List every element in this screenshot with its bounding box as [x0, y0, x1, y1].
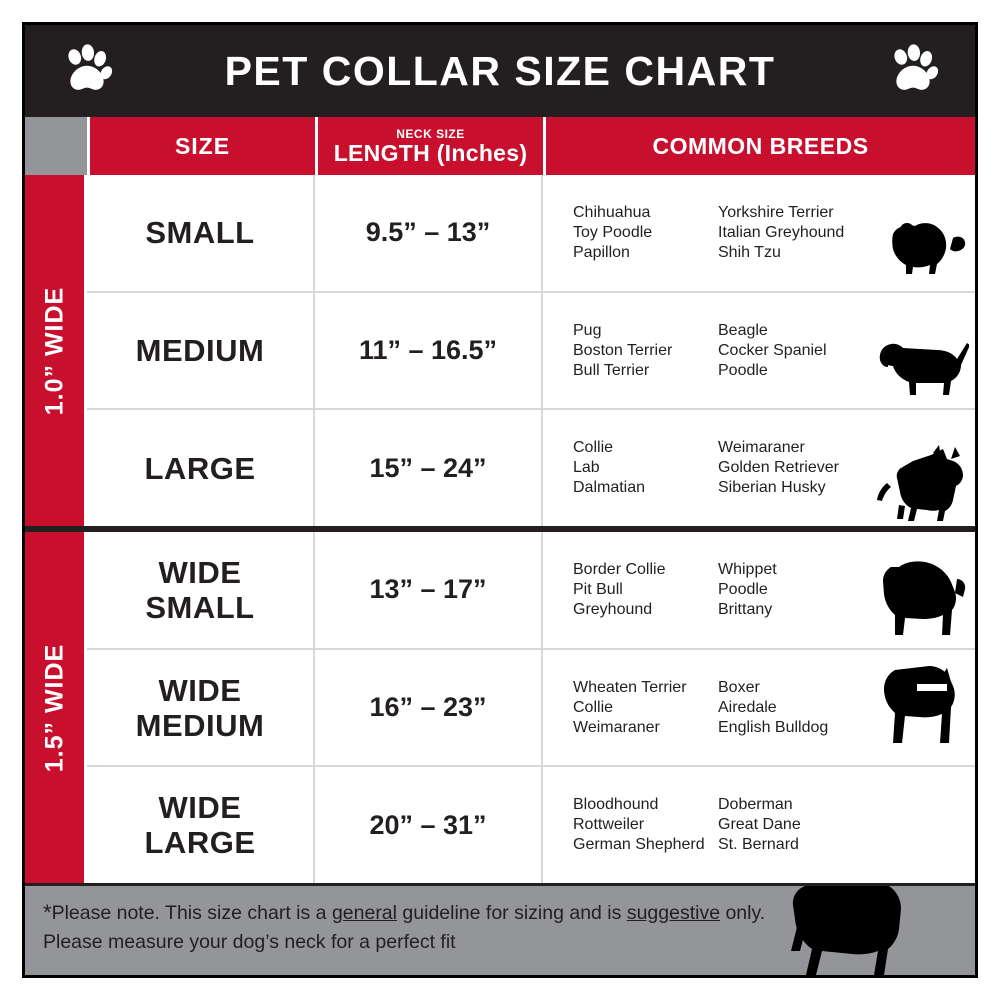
chart-frame [22, 22, 978, 978]
cell-size: LARGE [87, 410, 315, 526]
group-rows [87, 532, 975, 883]
breed-item: Poodle [718, 580, 768, 598]
breed-item: Weimaraner [573, 718, 660, 736]
group-label-1-0-wide [25, 175, 87, 526]
breed-item: Dalmatian [573, 479, 646, 497]
breed-item: Papillon [573, 243, 630, 261]
group-label-text: 1.0” WIDE [40, 286, 68, 415]
bulldog-silhouette-icon [877, 559, 969, 648]
breed-item: Bloodhound [573, 796, 659, 814]
column-header-breeds: COMMON BREEDS [546, 117, 975, 175]
breed-item: Boston Terrier [573, 341, 673, 359]
breed-item: German Shepherd [573, 836, 705, 854]
column-header-length-main: LENGTH (Inches) [333, 139, 528, 166]
cell-breeds [543, 532, 975, 648]
breed-item: Greyhound [573, 600, 653, 618]
cell-length: 13” – 17” [315, 532, 543, 648]
cell-size-line1: WIDE [158, 790, 242, 826]
breed-item: English Bulldog [718, 718, 829, 736]
cell-size-line2: MEDIUM [135, 707, 265, 743]
footnote-text-a: Please note. This size chart is a [51, 902, 332, 924]
table-header-row [25, 117, 975, 175]
table-row [87, 410, 975, 526]
chart-header [25, 25, 975, 117]
column-header-size: SIZE [90, 117, 318, 175]
cell-size [87, 650, 315, 766]
table-row [87, 650, 975, 768]
group-1-5-wide [25, 532, 975, 883]
footnote-line-1 [43, 898, 957, 928]
pitbull-silhouette-icon [873, 664, 969, 765]
breed-item: Whippet [718, 560, 777, 578]
footnote-emphasis-general: general [331, 902, 397, 924]
breed-item: Collie [573, 698, 614, 716]
cell-length: 11” – 16.5” [315, 293, 543, 409]
breed-item: St. Bernard [718, 836, 799, 854]
table-row [87, 175, 975, 293]
breed-item: Collie [573, 439, 614, 457]
breed-item: Siberian Husky [718, 479, 826, 497]
group-rows [87, 175, 975, 526]
cell-breeds [543, 650, 975, 766]
breed-item: Golden Retriever [718, 459, 839, 477]
cell-size [87, 532, 315, 648]
group-1-0-wide [25, 175, 975, 532]
breed-item: Yorkshire Terrier [718, 203, 834, 221]
footnote-text-e: only. [720, 902, 766, 924]
cell-size-line1: WIDE [158, 554, 242, 590]
table-corner-cell [25, 117, 90, 175]
paw-print-icon [59, 43, 115, 99]
cell-size [87, 767, 315, 883]
cell-breeds [543, 767, 975, 883]
breed-item: Italian Greyhound [718, 223, 845, 241]
table-row [87, 532, 975, 650]
breed-item: Great Dane [718, 816, 801, 834]
group-label-text: 1.5” WIDE [40, 643, 68, 772]
dachshund-silhouette-icon [873, 333, 969, 408]
breed-item: Lab [573, 459, 600, 477]
footnote-line-2: Please measure your dog’s neck for a perfect fit [43, 931, 456, 953]
cell-length: 16” – 23” [315, 650, 543, 766]
cell-breeds [543, 175, 975, 291]
breed-item: Airedale [718, 698, 777, 716]
husky-silhouette-icon [869, 443, 969, 526]
breed-item: Bull Terrier [573, 361, 650, 379]
breed-item: Shih Tzu [718, 243, 781, 261]
breed-item: Wheaten Terrier [573, 678, 687, 696]
breed-item: Pug [573, 321, 602, 339]
breed-item: Toy Poodle [573, 223, 653, 241]
cell-size: SMALL [87, 175, 315, 291]
breed-item: Rottweiler [573, 816, 645, 834]
breed-item: Chihuahua [573, 203, 651, 221]
cell-length: 15” – 24” [315, 410, 543, 526]
asterisk-mark: * [43, 900, 52, 925]
size-table [25, 117, 975, 883]
pomeranian-silhouette-icon [883, 220, 969, 291]
cell-breeds [543, 410, 975, 526]
breed-item: Doberman [718, 796, 793, 814]
paw-print-icon [885, 43, 941, 99]
footnote-text-c: guideline for sizing and is [397, 902, 627, 924]
column-header-length-sup: NECK SIZE [396, 126, 465, 141]
cell-breeds [543, 293, 975, 409]
cell-length: 9.5” – 13” [315, 175, 543, 291]
footnote-emphasis-suggestive: suggestive [626, 902, 721, 924]
chart-footnote [25, 883, 975, 975]
cell-size-line1: WIDE [158, 672, 242, 708]
breed-item: Boxer [718, 678, 760, 696]
table-row [87, 293, 975, 411]
group-label-1-5-wide [25, 532, 87, 883]
breed-item: Weimaraner [718, 439, 805, 457]
page-title: PET COLLAR SIZE CHART [224, 47, 776, 94]
cell-size: MEDIUM [87, 293, 315, 409]
breed-item: Border Collie [573, 560, 666, 578]
cell-size-line2: SMALL [145, 589, 255, 625]
cell-length: 20” – 31” [315, 767, 543, 883]
breed-item: Pit Bull [573, 580, 623, 598]
breed-item: Beagle [718, 321, 768, 339]
table-row [87, 767, 975, 883]
column-header-length [318, 117, 546, 175]
breed-item: Brittany [718, 600, 773, 618]
breed-item: Cocker Spaniel [718, 341, 827, 359]
cell-size-line2: LARGE [144, 825, 256, 861]
breed-item: Poodle [718, 361, 768, 379]
